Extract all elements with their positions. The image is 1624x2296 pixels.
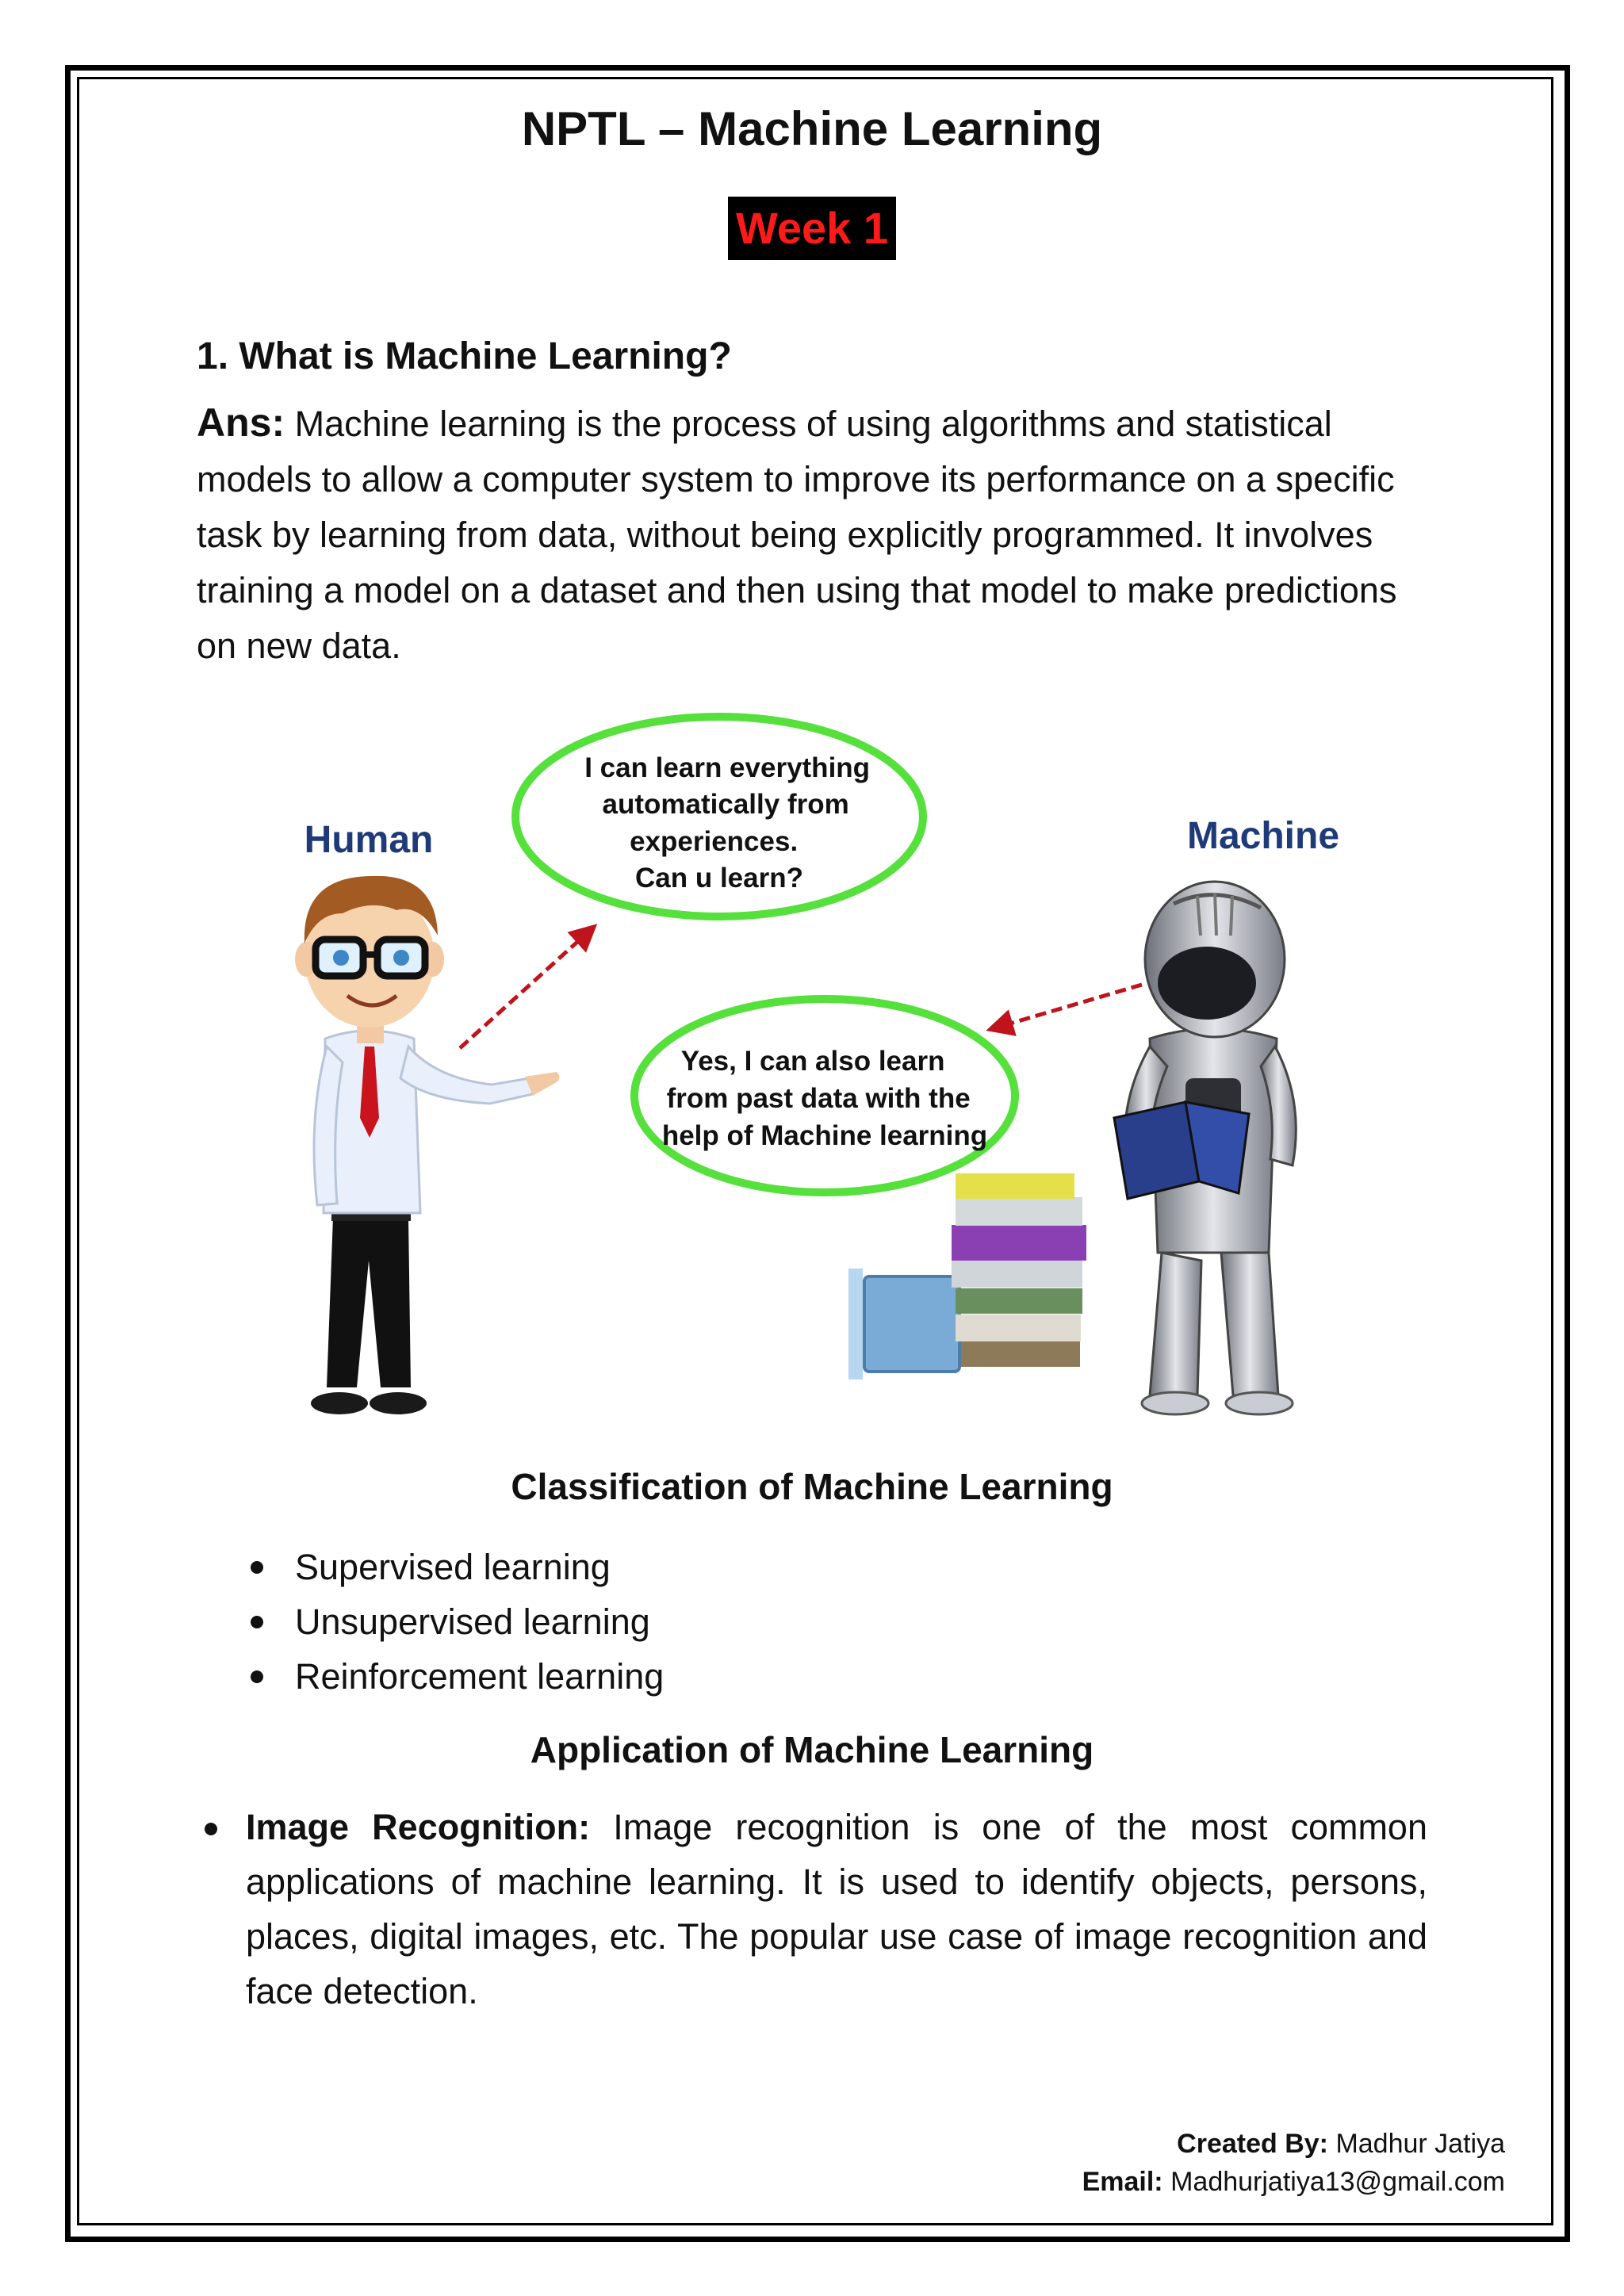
bubble-machine-line: from past data with the bbox=[666, 1083, 971, 1114]
application-label: Image Recognition: bbox=[246, 1807, 591, 1847]
email-label: Email: bbox=[1082, 2167, 1163, 2197]
week-badge: Week 1 bbox=[728, 197, 896, 260]
human-character-image bbox=[295, 876, 560, 1414]
answer-label: Ans: bbox=[197, 400, 285, 445]
question-heading: 1. What is Machine Learning? bbox=[197, 335, 732, 377]
created-by-value: Madhur Jatiya bbox=[1328, 2129, 1505, 2159]
created-by-label: Created By: bbox=[1177, 2129, 1328, 2159]
application-item bbox=[246, 1800, 1427, 2019]
bubble-machine-line: help of Machine learning bbox=[661, 1120, 988, 1151]
bubble-human-line: automatically from bbox=[602, 789, 849, 820]
bubble-human-line: I can learn everything bbox=[584, 752, 871, 783]
bubble-human-line: Can u learn? bbox=[635, 863, 803, 894]
bubble-machine-line: Yes, I can also learn bbox=[680, 1046, 945, 1077]
machine-thought-arrow bbox=[991, 985, 1142, 1029]
created-by-line bbox=[1082, 2125, 1505, 2163]
footer-credits bbox=[1082, 2125, 1505, 2201]
applications-heading: Application of Machine Learning bbox=[530, 1729, 1094, 1770]
list-item: Supervised learning bbox=[246, 1540, 664, 1594]
robot-character-image bbox=[1114, 882, 1296, 1414]
answer-paragraph bbox=[197, 395, 1434, 674]
list-item: Reinforcement learning bbox=[246, 1649, 664, 1704]
human-speech-bubble bbox=[515, 717, 923, 916]
bubble-human-line: experiences. bbox=[630, 826, 799, 857]
list-item: Unsupervised learning bbox=[246, 1594, 664, 1649]
human-label: Human bbox=[304, 819, 434, 861]
email-line bbox=[1082, 2163, 1505, 2201]
human-vs-machine-illustration bbox=[238, 706, 1372, 1419]
classification-list bbox=[246, 1540, 664, 1704]
document-title: NPTL – Machine Learning bbox=[521, 102, 1103, 155]
machine-label: Machine bbox=[1186, 815, 1340, 857]
book-stack-image bbox=[848, 1173, 1086, 1380]
application-text: Image recognition is one of the most common applications of machine learning. It is used to identify objects, persons, places, digital images, etc. The popular use case of image recognition and face detection. bbox=[246, 1807, 1427, 2011]
machine-speech-bubble bbox=[634, 999, 1015, 1192]
email-value: Madhurjatiya13@gmail.com bbox=[1162, 2167, 1505, 2197]
classification-heading: Classification of Machine Learning bbox=[511, 1466, 1113, 1507]
human-thought-arrow bbox=[460, 928, 593, 1048]
answer-text: Machine learning is the process of using algorithms and statistical models to allow a computer system to improve its performance on a specific task by learning from data, without being explicitly programmed. It involves training a model on a dataset and then using that model to make predictions on new data. bbox=[197, 404, 1397, 666]
svg-text:Yes, I can also learn fr bbox=[662, 1046, 987, 1151]
